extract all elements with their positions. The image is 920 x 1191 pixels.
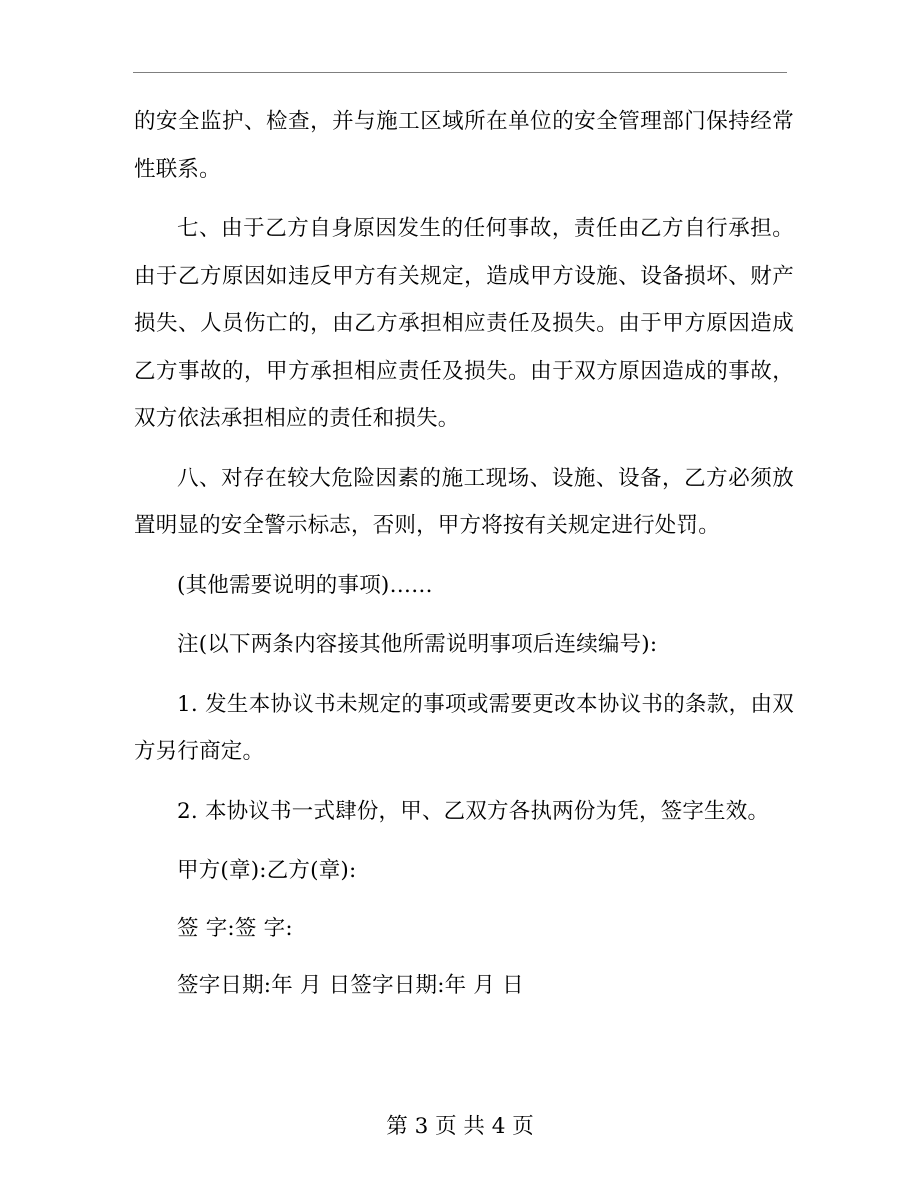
paragraph-continuation: 的安全监护、检查，并与施工区域所在单位的安全管理部门保持经常性联系。 [134, 109, 794, 182]
signature-seal-line: 甲方(章):乙方(章): [177, 858, 357, 883]
paragraph-note: 注(以下两条内容接其他所需说明事项后连续编号): [177, 632, 658, 657]
paragraph-clause-8: 八、对存在较大危险因素的施工现场、设施、设备，乙方必须放置明显的安全警示标志，否则，甲方将按有关规定进行处罚。 [134, 465, 794, 538]
signature-date-line: 签字日期:年 月 日签字日期:年 月 日 [177, 973, 524, 998]
paragraph-note-item-2: 2. 本协议书一式肆份，甲、乙双方各执两份为凭，签字生效。 [177, 798, 770, 824]
document-body [134, 98, 794, 1020]
paragraph-clause-7: 七、由于乙方自身原因发生的任何事故，责任由乙方自行承担。由于乙方原因如违反甲方有关规定，造成甲方设施、设备损坏、财产损失、人员伤亡的，由乙方承担相应责任及损失。由于甲方原因造成乙方事故的，甲方承担相应责任及损失。由于双方原因造成的事故，双方依法承担相应的责任和损失。 [134, 216, 794, 431]
paragraph-other-matters: (其他需要说明的事项)…… [177, 572, 433, 598]
signature-sign-line: 签 字:签 字: [177, 915, 293, 941]
header-rule [133, 72, 787, 73]
paragraph-note-item-1: 1. 发生本协议书未规定的事项或需要更改本协议书的条款，由双方另行商定。 [134, 691, 794, 764]
page-number-footer: 第 3 页 共 4 页 [386, 1114, 534, 1139]
